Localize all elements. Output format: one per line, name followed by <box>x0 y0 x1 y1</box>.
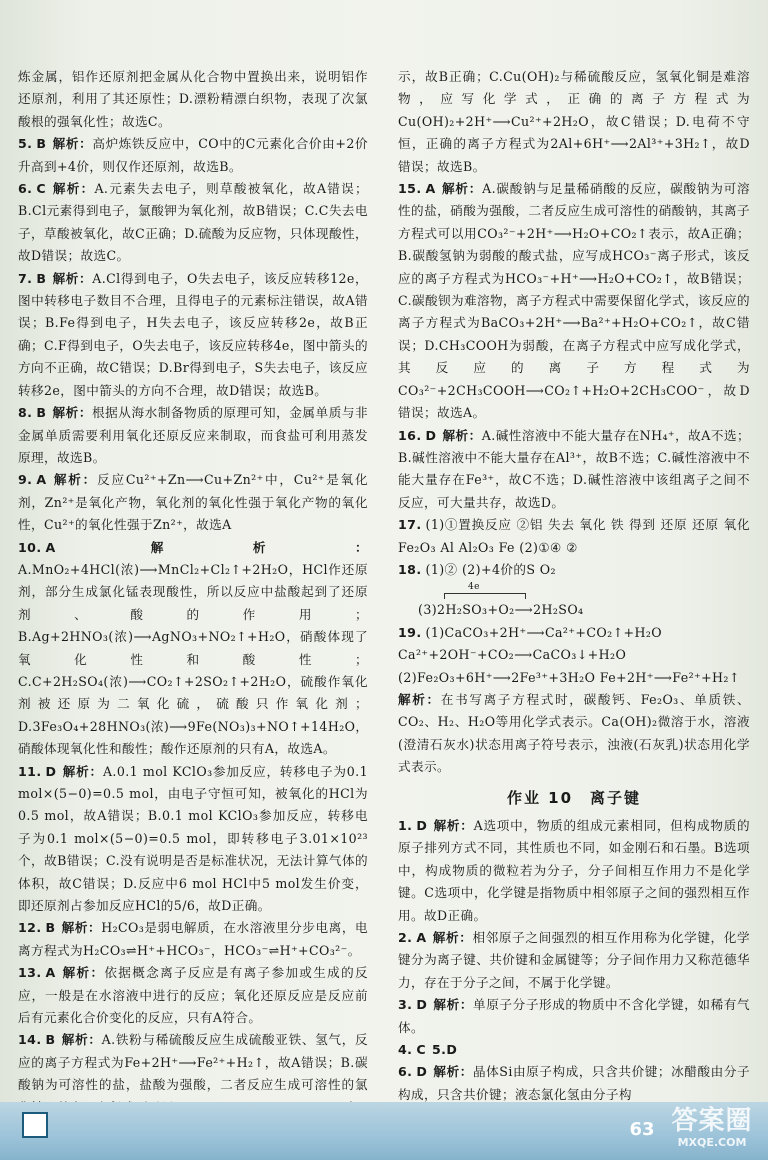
entry-text: 炼金属，铝作还原剂把金属从化合物中置换出来，说明铝作还原剂，利用了其还原性；D.漂粉精漂白织物，表现了次氯酸根的强氧化性；故选C。 <box>18 69 368 129</box>
entry-text: 相邻原子之间强烈的相互作用称为化学键，化学键分为离子键、共价键和金属键等；分子间作用力又称范德华力，存在于分子之间，不属于化学键。 <box>398 930 750 990</box>
analysis-label: 解析： <box>61 539 368 555</box>
entry-text: A.0.1 mol KClO₃参加反应，转移电子为0.1 mol×(5−0)=0.5 mol，由电子守恒可知，被氧化的HCl为0.5 mol，故A错误；B.0.1 mol KClO₃参加反应，转移电子为0.1 mol×(5−0)=0.5 mol，即转移电子3.01×10²³个，故B错误；C.没有说明是否是标准状况，无法计算气体的体积，故C错误；D.反应中6 mol HCl中5 mol发生价变，即还原剂占参加反应HCl的5/6，故D正确。 <box>18 763 368 914</box>
question-number: 14. <box>18 1032 42 1048</box>
watermark-logo <box>664 1106 760 1154</box>
analysis-label: 解析： <box>52 405 92 421</box>
entry-text: A.铁粉与稀硫酸反应生成硫酸亚铁、氢气，反应的离子方程式为Fe+2H⁺⟶Fe²⁺+H₂↑，故A错误；B.碳酸钠为可溶性的盐，盐酸为强酸，二者反应生成可溶性的氯 <box>18 1032 369 1093</box>
question-number: 15. <box>398 181 422 197</box>
entry-text: 高炉炼铁反应中，CO中的C元素化合价由+2价升高到+4价，则仅作还原剂，故选B。 <box>18 136 369 174</box>
right-after-6 <box>398 1061 750 1106</box>
right-after-3 <box>398 994 750 1039</box>
answer-letter: C <box>416 1042 427 1058</box>
entry-text: H₂CO₃是弱电解质，在水溶液里分步电离，电离方程式为H₂CO₃⇌H⁺+HCO₃⁻，HCO₃⁻⇌H⁺+CO₃²⁻。 <box>18 920 369 958</box>
answer-letter: C <box>36 181 47 197</box>
page-number: 63 <box>629 1119 655 1140</box>
left-column <box>18 66 368 1119</box>
question-number: 9. <box>18 472 33 488</box>
answer-letter: A <box>45 965 56 981</box>
answer-letter: D <box>416 818 428 833</box>
left-entry-5 <box>18 133 368 178</box>
entry-text: 反应Cu²⁺+Zn⟶Cu+Zn²⁺中，Cu²⁺是氧化剂，Zn²⁺是氧化产物，氧化剂的氧化性强于氧化产物的氧化性，Cu²⁺的氧化性强于Zn²⁺，故选A <box>18 472 368 533</box>
analysis-label: 解析： <box>61 965 105 981</box>
question-number: 4. <box>398 1042 413 1058</box>
entry-text: 示，故B正确；C.Cu(OH)₂与稀硫酸反应，氢氧化铜是难溶物，应写化学式，正确的离子方程式为Cu(OH)₂+2H⁺⟶Cu²⁺+2H₂O，故C错误；D.电荷不守恒，正确的离子方程式为2Al+6H⁺⟶2Al³⁺+3H₂↑，故D错误；故选B。 <box>398 69 750 174</box>
question-number: 3. <box>398 997 413 1013</box>
analysis-label: 解析： <box>433 1064 473 1080</box>
entry-text: (3)2H₂SO₃+O₂⟶2H₂SO₄ <box>418 602 584 618</box>
question-number: 10. <box>18 539 42 555</box>
entry-text: (1)CaCO₃+2H⁺⟶Ca²⁺+CO₂↑+H₂O Ca²⁺+2OH⁻+CO₂⟶CaCO₃↓+H₂O (2)Fe₂O₃+6H⁺⟶2Fe³⁺+3H₂O Fe+2H⁺⟶Fe²⁺+H₂↑ <box>398 624 740 685</box>
left-entry-9 <box>18 469 368 536</box>
answer-letter: D <box>425 427 437 443</box>
entry-text: 单原子分子形成的物质中不含化学键，如稀有气体。 <box>398 997 751 1035</box>
footer-checkbox-icon <box>22 1112 48 1138</box>
answer-letter: D <box>45 763 57 779</box>
right-entry-15 <box>398 178 750 424</box>
question-number: 16. <box>398 427 422 443</box>
question-number: 2. <box>398 930 413 946</box>
left-entry-12 <box>18 917 368 962</box>
answer-letter: B <box>36 405 47 421</box>
right-after-1 <box>398 815 750 927</box>
watermark-url: MXQE.COM <box>677 1136 747 1149</box>
answer-letter: B <box>36 136 47 152</box>
left-entry-10 <box>18 537 368 761</box>
entry-text: (1)①置换反应 ②铝 失去 氧化 铁 得到 还原 还原 氧化 Fe₂O₃ Al Al₂O₃ Fe (2)①④ ② <box>398 517 750 555</box>
answer-letter: A <box>425 181 436 197</box>
answer-letter: A <box>416 930 427 946</box>
answer-letter: A <box>45 539 56 555</box>
left-entry-8 <box>18 402 368 469</box>
question-number: 11. <box>18 763 42 779</box>
right-after-4 <box>398 1039 750 1061</box>
entry-text: 依据概念离子反应是有离子参加或生成的反应，一般是在水溶液中进行的反应；氧化还原反应是反应前后有元素化合价变化的反应，只有A符合。 <box>18 965 368 1026</box>
analysis-label: 解析： <box>433 818 474 833</box>
watermark-text: 答案圈 <box>671 1106 753 1136</box>
answer-letter: A <box>36 472 47 488</box>
entry-text: A.碱性溶液中不能大量存在NH₄⁺，故A不选；B.碱性溶液中不能大量存在Al³⁺，故B不选；C.碱性溶液中不能大量存在Fe³⁺，故C不选；D.碱性溶液中该组离子之间不反应，可大量共存，故选D。 <box>398 427 750 510</box>
question-number: 6. <box>398 1064 413 1080</box>
analysis-label: 解析： <box>61 920 102 936</box>
analysis-label: 解析： <box>52 472 98 488</box>
left-entry-7 <box>18 268 368 402</box>
right-after-2 <box>398 927 750 994</box>
right-entry-18-3 <box>398 581 750 621</box>
right-entry-16 <box>398 425 750 515</box>
entry-text: (1)② (2)+4价的S O₂ <box>425 561 556 577</box>
entry-text: A.碳酸钠与足量稀硝酸的反应，碳酸钠为可溶性的盐，硝酸为强酸，二者反应生成可溶性的硝酸钠，其离子方程式可以用CO₃²⁻+2H⁺⟶H₂O+CO₂↑表示，故A正确；B.碳酸氢钠为弱酸的酸式盐，应写成HCO₃⁻离子形式，该反应的离子方程式为HCO₃⁻+H⁺⟶H₂O+CO₂↑，故B错误；C.碳酸钡为难溶物，离子方程式中需要保留化学式，该反应的离子方程式为BaCO₃+2H⁺⟶Ba²⁺+H₂O+CO₂↑，故C错误；D.CH₃COOH为弱酸，在离子方程式中应写成化学式，其反应的离子方程式为CO₃²⁻+2CH₃COOH⟶CO₂↑+H₂O+2CH₃COO⁻，故D错误；故选A。 <box>398 181 751 421</box>
entry-text: 晶体Si由原子构成，只含共价键；冰醋酸由分子构成，只含共价键；液态氯化氢由分子构 <box>398 1064 750 1102</box>
entry-text: A.Cl得到电子，O失去电子，该反应转移12e，图中转移电子数目不合理，且得电子的元素标注错误，故A错误；B.Fe得到电子，H失去电子，该反应转移2e，故B正确；C.F得到电子，O失去电子，该反应转移4e，图中箭头的方向不正确，故C错误；D.Br得到电子，S失去电子，该反应转移2e，图中箭头的方向不合理，故D错误；故选B。 <box>18 270 368 398</box>
entry-text: A.元素失去电子，则草酸被氧化，故A错误；B.Cl元素得到电子，氯酸钾为氧化剂，故B错误；C.C失去电子，草酸被氧化，故C正确；D.硫酸为反应物，只体现酸性，故D错误；故选C。 <box>18 181 369 264</box>
question-number: 12. <box>18 920 42 936</box>
left-entry-13 <box>18 962 368 1029</box>
analysis-label: 解析： <box>52 136 93 152</box>
analysis-label: 解析： <box>432 930 473 946</box>
left-entry-6 <box>18 178 368 268</box>
analysis-label: 解析： <box>433 997 474 1013</box>
question-number: 6. <box>18 181 33 197</box>
left-entry-11 <box>18 761 368 918</box>
left-entry-0 <box>18 66 368 133</box>
analysis-label: 解析： <box>442 427 482 443</box>
entry-text: 在书写离子方程式时，碳酸钙、Fe₂O₃、单质铁、CO₂、H₂、H₂O等用化学式表示。Ca(OH)₂微溶于水，溶液(澄清石灰水)状态用离子符号表示，浊液(石灰乳)状态用化学式表示。 <box>398 691 750 775</box>
question-number: 17. <box>398 517 422 533</box>
analysis-label: 解析： <box>52 181 95 197</box>
analysis-label: 解析： <box>62 763 103 779</box>
right-column <box>398 66 750 1106</box>
question-number: 13. <box>18 965 42 981</box>
analysis-label: 解析： <box>441 181 483 197</box>
analysis-label: 解析： <box>398 691 441 707</box>
answer-letter: B <box>45 920 56 936</box>
right-entry-17 <box>398 514 750 559</box>
entry-text: A.MnO₂+4HCl(浓)⟶MnCl₂+Cl₂↑+2H₂O，HCl作还原剂，部分生成氯化锰表现酸性，所以反应中盐酸起到了还原剂、酸的作用；B.Ag+2HNO₃(浓)⟶AgNO₃+NO₂↑+H₂O，硝酸体现了氧化性和酸性；C.C+2H₂SO₄(浓)⟶CO₂↑+2SO₂↑+2H₂O，硫酸作氧化剂被还原为二氧化硫，硫酸只作氧化剂；D.3Fe₃O₄+28HNO₃(浓)⟶9Fe(NO₃)₃+NO↑+14H₂O，硝酸体现氧化性和酸性；酸作还原剂的只有A，故选A。 <box>18 561 369 757</box>
right-entry-19-analysis <box>398 689 750 779</box>
electron-transfer-label: 4e <box>468 582 480 593</box>
analysis-label: 解析： <box>61 1032 102 1048</box>
answer-letter: D <box>416 1064 428 1080</box>
question-number: 18. <box>398 561 422 577</box>
right-entry-18 <box>398 559 750 581</box>
entry-text: 根据从海水制备物质的原理可知，金属单质与非金属单质需要利用氧化还原反应来制取，而食盐可利用蒸发原理，故选B。 <box>18 405 369 465</box>
right-entry-19 <box>398 622 750 689</box>
question-number: 7. <box>18 270 33 286</box>
question-number: 5. <box>18 136 33 152</box>
question-number: 1. <box>398 818 413 833</box>
section-title: 作业 10 离子键 <box>506 788 642 807</box>
answer-letter: B <box>36 270 47 286</box>
question-number: 8. <box>18 405 33 421</box>
answer-letter: D <box>416 997 428 1013</box>
entry-text: 5.D <box>432 1042 458 1058</box>
analysis-label: 解析： <box>52 270 93 286</box>
entry-text: A选项中，物质的组成元素相同，但构成物质的原子排列方式不同，其性质也不同，如金刚石和石墨。B选项中，构成物质的微粒若为分子，分子间相互作用力不是化学键。C选项中，化学键是指物质中相邻原子之间的强烈相互作用。故D正确。 <box>398 818 750 923</box>
right-entry-0 <box>398 66 750 178</box>
question-number: 19. <box>398 624 422 640</box>
answer-letter: B <box>45 1032 56 1048</box>
